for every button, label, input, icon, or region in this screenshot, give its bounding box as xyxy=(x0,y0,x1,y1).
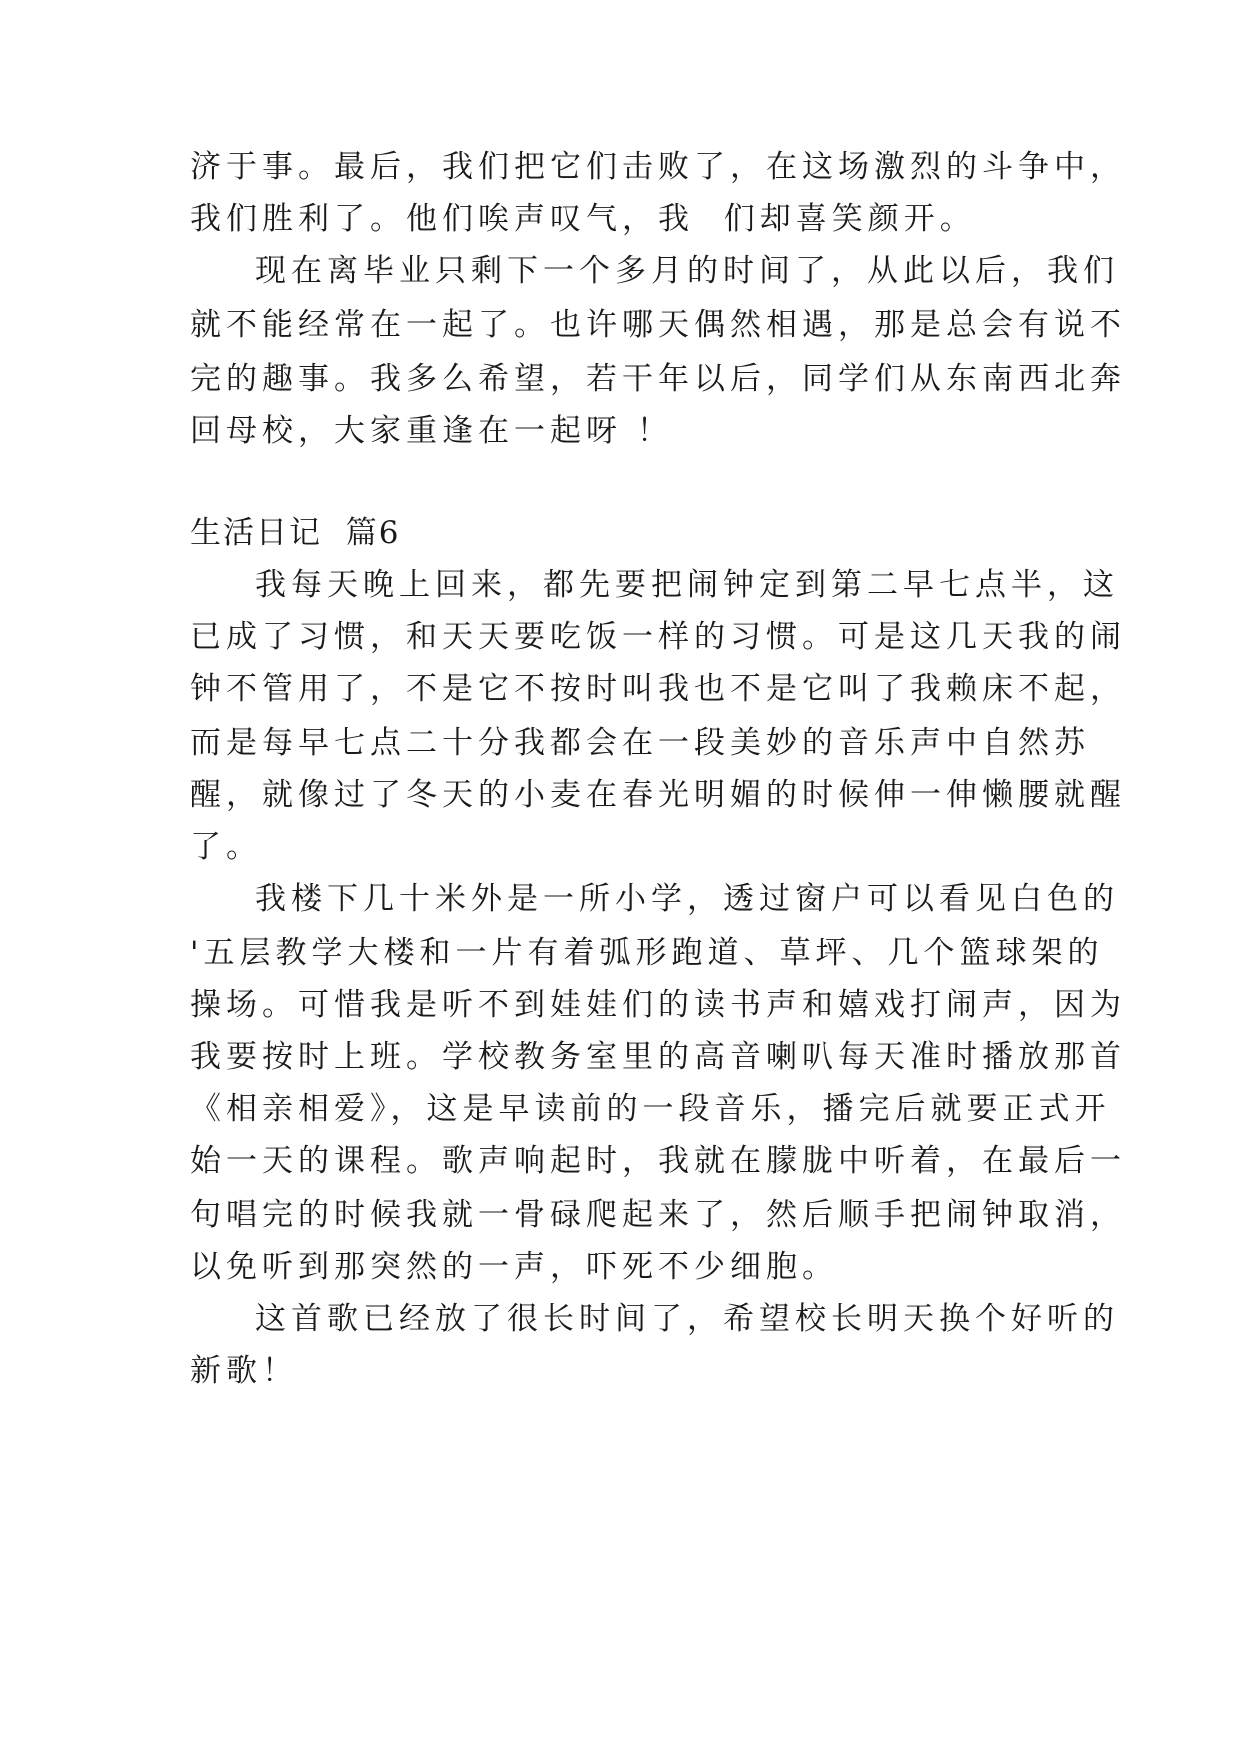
text-line: 我每天晚上回来，都先要把闹钟定到第二早七点半，这 xyxy=(255,567,1119,603)
text-line: 完的趣事。我多么希望，若干年以后，同学们从东南西北奔 xyxy=(190,361,1126,397)
text-line: 操场。可惜我是听不到娃娃们的读书声和嬉戏打闹声，因为 xyxy=(190,987,1126,1023)
text-line: 新歌！ xyxy=(190,1353,298,1389)
text-line: 回母校，大家重逢在一起呀 ！ xyxy=(190,413,673,449)
text-line: 醒，就像过了冬天的小麦在春光明媚的时候伸一伸懒腰就醒 xyxy=(190,777,1126,813)
text-line: 《相亲相爱》，这是早读前的一段音乐，播完后就要正式开 xyxy=(190,1091,1111,1127)
text-line: 钟不管用了，不是它不按时叫我也不是它叫了我赖床不起， xyxy=(190,671,1126,707)
section-heading: 生活日记 篇6 xyxy=(190,515,401,551)
text-line: 以免听到那突然的一声，吓死不少细胞。 xyxy=(190,1249,838,1285)
text-line: '五层教学大楼和一片有着弧形跑道、草坪、几个篮球架的 xyxy=(190,935,1104,971)
text-line: 我要按时上班。学校教务室里的高音喇叭每天准时播放那首 xyxy=(190,1039,1126,1075)
text-line: 始一天的课程。歌声响起时，我就在朦胧中听着，在最后一 xyxy=(190,1143,1126,1179)
text-line: 句唱完的时候我就一骨碌爬起来了，然后顺手把闹钟取消， xyxy=(190,1197,1126,1233)
text-line: 现在离毕业只剩下一个多月的时间了，从此以后，我们 xyxy=(255,253,1119,289)
text-line: 这首歌已经放了很长时间了，希望校长明天换个好听的 xyxy=(255,1301,1119,1337)
text-line: 我们胜利了。他们唉声叹气，我 们却喜笑颜开。 xyxy=(190,201,976,237)
text-line: 就不能经常在一起了。也许哪天偶然相遇，那是总会有说不 xyxy=(190,307,1126,343)
text-line: 已成了习惯，和天天要吃饭一样的习惯。可是这几天我的闹 xyxy=(190,619,1126,655)
text-line: 而是每早七点二十分我都会在一段美妙的音乐声中自然苏 xyxy=(190,725,1090,761)
text-line: 我楼下几十米外是一所小学，透过窗户可以看见白色的 xyxy=(255,881,1119,917)
text-line: 济于事。最后，我们把它们击败了，在这场激烈的斗争中， xyxy=(190,149,1126,185)
text-line: 了。 xyxy=(190,829,262,865)
